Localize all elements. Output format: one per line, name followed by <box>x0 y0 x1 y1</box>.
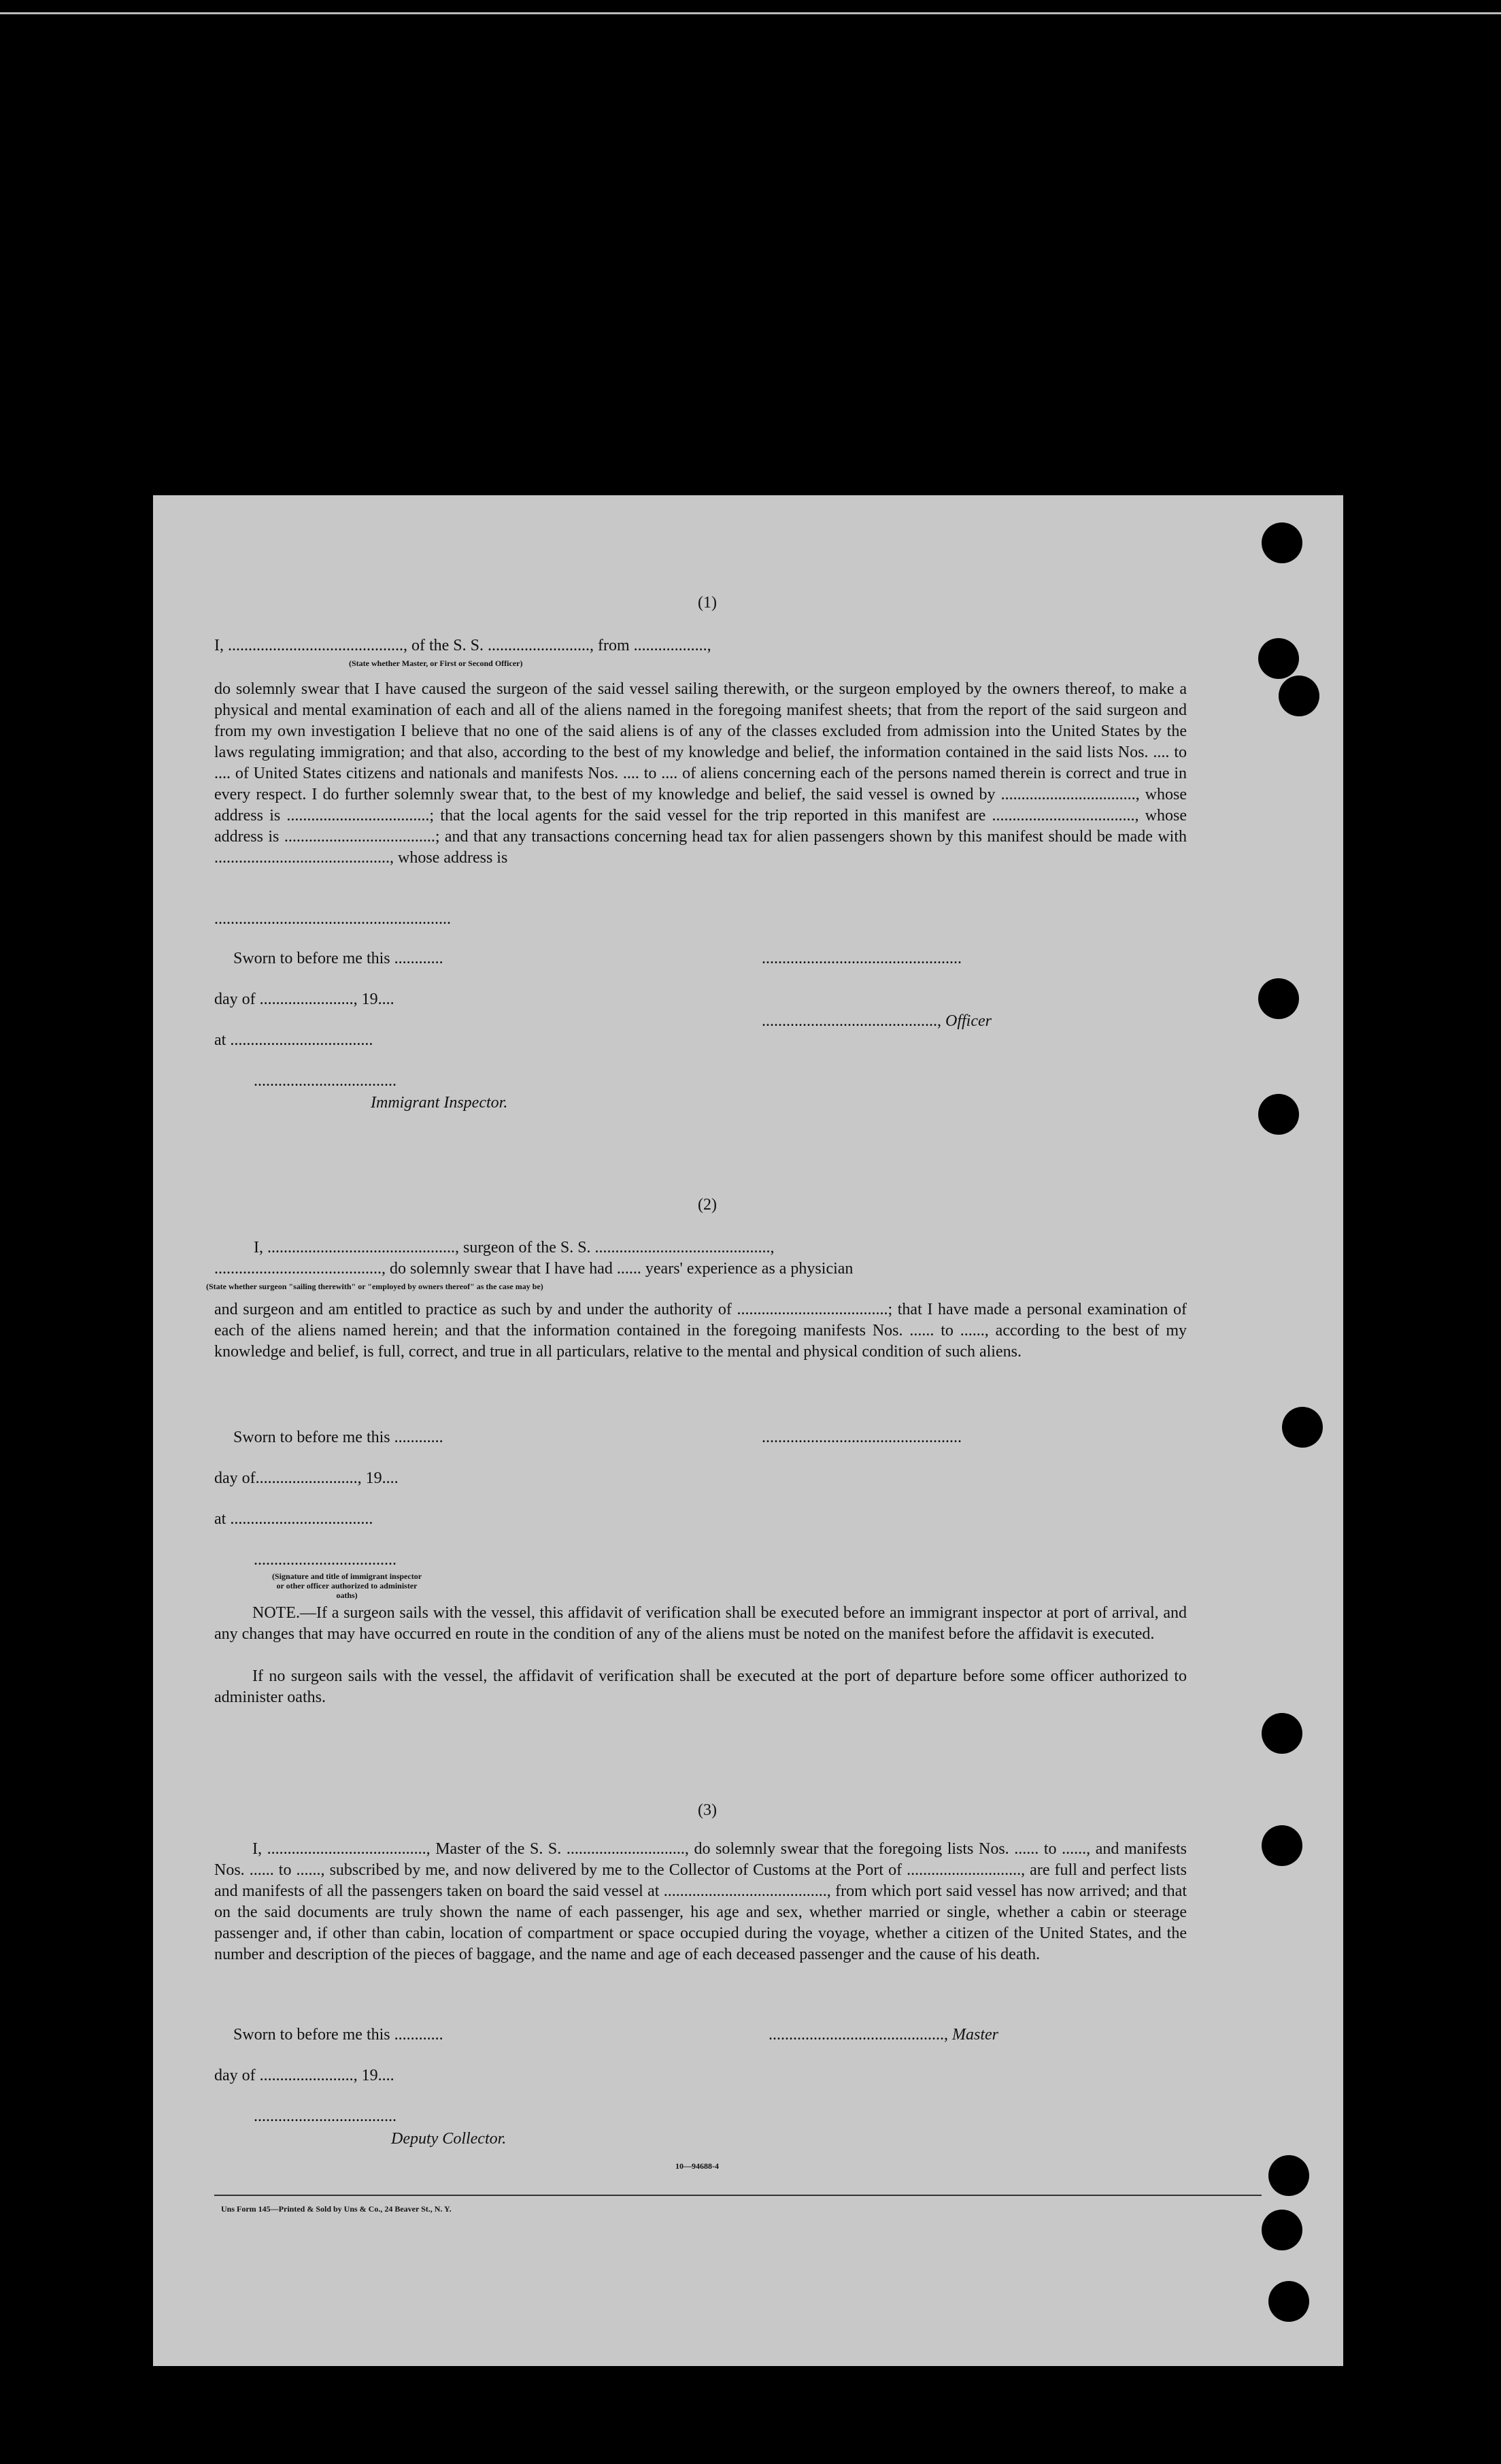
s1-inspector-dots: ................................... <box>254 1072 397 1090</box>
manifest-page <box>153 495 1343 2366</box>
punch-hole <box>1258 1094 1299 1135</box>
s3-deputy-collector-label: Deputy Collector. <box>391 2130 507 2148</box>
punch-hole <box>1282 1407 1323 1448</box>
footer-printer-text: Uns Form 145—Printed & Sold by Uns & Co., 24 Beaver St., N. Y. <box>221 2204 452 2214</box>
punch-hole <box>1262 1825 1302 1866</box>
s2-sworn: Sworn to before me this ............ <box>233 1429 443 1446</box>
s3-master-line <box>769 2026 998 2044</box>
s1-inspector-label: Immigrant Inspector. <box>371 1094 508 1112</box>
s1-sworn: Sworn to before me this ............ <box>233 950 443 967</box>
footer-rule <box>214 2195 1262 2196</box>
s2-note: NOTE.—If a surgeon sails with the vessel, this affidavit of verification shall be executed before an immigrant inspector at port of arrival, and any changes that may have occurred en route in the condition of any of the aliens must be noted on the manifest before the affidavit is executed. <box>214 1604 1187 1643</box>
s1-at: at ................................... <box>214 1031 373 1049</box>
punch-hole <box>1279 676 1319 716</box>
punch-hole <box>1262 1713 1302 1754</box>
s3-sworn: Sworn to before me this ............ <box>233 2026 443 2044</box>
s3-day: day of ......................., 19.... <box>214 2067 394 2084</box>
section-3-number: (3) <box>698 1801 717 1819</box>
s2-day: day of........................., 19.... <box>214 1469 399 1487</box>
s3-form-code: 10—94688-4 <box>675 2161 719 2171</box>
s2-line1: I, .............................................., surgeon of the S. S. ..........................................., <box>254 1239 775 1256</box>
s1-signature-dots: ................................................. <box>762 950 962 967</box>
s1-body: do solemnly swear that I have caused the surgeon of the said vessel sailing therewith, or the surgeon employed by the owners thereof, to make a physical and mental examination of each and all of the aliens named in the foregoing manifest sheets; that from the report of the said surgeon and from my own investigation I believe that no one of the said aliens is of any of the classes excluded from admission into the United States by the laws regulating immigration; and that also, according to the best of my knowledge and belief, the information contained in the said lists Nos. .... to .... of United States citizens and nationals and manifests Nos. .... to .... of aliens concerning each of the persons named therein is correct and true in every respect. I do further solemnly swear that, to the best of my knowledge and belief, the said vessel is owned by ................................., whose address is ...................................; that the local agents for the said vessel for the trip reported in this manifest are ..................................., whose address is .....................................; and that any transactions concerning head tax for alien passengers shown by this manifest should be made with ..........................................., whose address is <box>214 680 1187 867</box>
s1-tail-dots: .......................................................... <box>214 910 451 928</box>
s3-collector-dots: ................................... <box>254 2108 397 2125</box>
s2-caption: (State whether surgeon "sailing therewith" or "employed by owners thereof" as the case may be) <box>206 1282 543 1291</box>
s1-line1: I, ..........................................., of the S. S. ........................., from .................., <box>214 637 711 654</box>
s1-officer-line <box>762 1012 992 1031</box>
s2-caption2: (Signature and title of immigrant inspector or other officer authorized to administer oaths) <box>271 1571 422 1600</box>
top-border-line <box>0 12 1501 14</box>
s2-body: and surgeon and am entitled to practice as such by and under the authority of .....................................; that I have made a personal examination of each of the aliens named herein; and that the information contained in the foregoing manifests Nos. ...... to ......, according to the best of my knowledge and belief, is full, correct, and true in all particulars, relative to the mental and physical condition of such aliens. <box>214 1301 1187 1361</box>
s2-line2: ........................................., do solemnly swear that I have had ...... years' experience as a physician <box>214 1260 854 1278</box>
punch-hole <box>1258 978 1299 1019</box>
s3-master-dots: ..........................................., <box>769 2026 948 2044</box>
s1-officer-dots: ..........................................., <box>762 1012 941 1030</box>
punch-hole <box>1268 2281 1309 2322</box>
punch-hole <box>1262 2210 1302 2250</box>
s2-at: at ................................... <box>214 1510 373 1528</box>
s1-day: day of ......................., 19.... <box>214 990 394 1008</box>
s1-officer-label: Officer <box>945 1012 992 1030</box>
punch-hole <box>1258 638 1299 679</box>
s2-note2: If no surgeon sails with the vessel, the affidavit of verification shall be executed at the port of departure before some officer authorized to administer oaths. <box>214 1667 1187 1706</box>
section-1-number: (1) <box>698 594 717 612</box>
punch-hole <box>1262 522 1302 563</box>
s1-caption: (State whether Master, or First or Second Officer) <box>349 659 523 668</box>
s2-inspector-dots: ................................... <box>254 1551 397 1569</box>
s3-body: I, ......................................., Master of the S. S. ............................., do solemnly swear that the foregoing lists Nos. ...... to ......, and manifests Nos. ...... to ......, subscribed by me, and now delivered by me to the Collector of Customs at the Port of ............................, are full and perfect lists and manifests of all the passengers taken on board the said vessel at ........................................, from which port said vessel has now arrived; and that on the said documents are truly shown the name of each passenger, his age and sex, whether married or single, whether a cabin or steerage passenger and, if other than cabin, location of compartment or space occupied during the voyage, whether a citizen of the United States, and the number and description of the pieces of baggage, and the name and age of each deceased passenger and the cause of his death. <box>214 1840 1187 1963</box>
s3-master-label: Master <box>952 2026 998 2044</box>
s2-signature-dots: ................................................. <box>762 1429 962 1446</box>
section-2-number: (2) <box>698 1196 717 1214</box>
punch-hole <box>1268 2155 1309 2196</box>
